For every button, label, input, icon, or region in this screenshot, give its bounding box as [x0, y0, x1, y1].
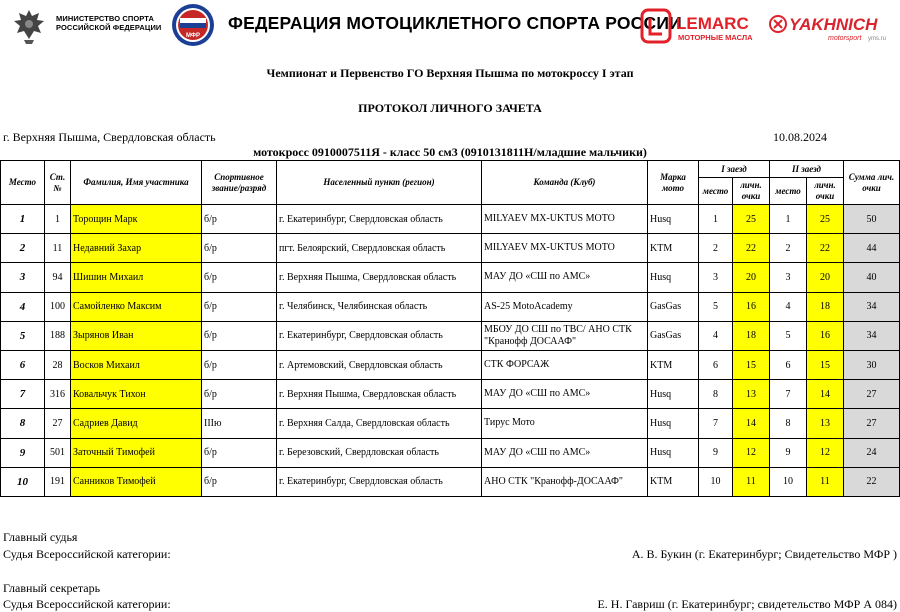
chief-secretary-category: Судья Всероссийской категории: [3, 597, 171, 611]
venue-city: г. Верхняя Пышма, Свердловская область [3, 130, 216, 144]
row-race-2-points: 12 [807, 438, 844, 467]
table-row [1, 234, 900, 263]
yakhnich-brand: YAKHNICH [789, 15, 878, 34]
chief-judge-category: Судья Всероссийской категории: [3, 547, 171, 561]
row-race-1-place: 2 [699, 234, 733, 263]
row-sum: 22 [844, 467, 900, 496]
row-city: г. Березовский, Свердловская область [277, 438, 482, 467]
row-place: 9 [1, 438, 45, 467]
row-sum: 24 [844, 438, 900, 467]
row-race-2-place: 8 [770, 409, 807, 438]
row-team: AS-25 MotoAcademy [482, 292, 648, 321]
row-name: Торощин Марк [71, 205, 202, 234]
table-row [1, 321, 900, 350]
row-moto: KTM [648, 467, 699, 496]
table-row [1, 467, 900, 496]
row-race-2-points: 20 [807, 263, 844, 292]
row-race-1-place: 9 [699, 438, 733, 467]
competition-title: Чемпионат и Первенство ГО Верхняя Пышма по мотокроссу I этап [266, 66, 634, 80]
row-race-1-points: 11 [733, 467, 770, 496]
results-table [0, 160, 900, 497]
row-sum: 34 [844, 321, 900, 350]
row-start-number: 27 [45, 409, 71, 438]
row-moto: GasGas [648, 292, 699, 321]
row-moto: Husq [648, 205, 699, 234]
ministry-name: МИНИСТЕРСТВО СПОРТА РОССИЙСКОЙ ФЕДЕРАЦИИ [56, 14, 162, 32]
row-rank: б/р [202, 321, 277, 350]
row-city: г. Верхняя Салда, Свердловская область [277, 409, 482, 438]
header-start-number: Ст. № [45, 161, 71, 205]
chief-secretary-name: Е. Н. Гавриш (г. Екатеринбург; свидетельство МФР А 084) [597, 597, 897, 611]
row-name: Садриев Давид [71, 409, 202, 438]
row-city: г. Екатеринбург, Свердловская область [277, 321, 482, 350]
row-start-number: 28 [45, 350, 71, 379]
row-place: 10 [1, 467, 45, 496]
row-moto: KTM [648, 234, 699, 263]
chief-judge-title: Главный судья [3, 530, 78, 544]
row-sum: 27 [844, 380, 900, 409]
header-rank: Спортивное звание/разряд [202, 161, 277, 205]
row-moto: Husq [648, 409, 699, 438]
header-race-1: I заезд [699, 161, 770, 178]
chief-judge-name: А. В. Букин (г. Екатеринбург; Свидетельство МФР ) [631, 547, 897, 561]
row-rank: IIIю [202, 409, 277, 438]
row-rank: б/р [202, 380, 277, 409]
federation-title: ФЕДЕРАЦИЯ МОТОЦИКЛЕТНОГО СПОРТА РОССИИ [228, 13, 682, 33]
table-row [1, 409, 900, 438]
row-place: 4 [1, 292, 45, 321]
header-race-1-points: личн. очки [733, 178, 770, 205]
row-name: Самойленко Максим [71, 292, 202, 321]
row-city: г. Екатеринбург, Свердловская область [277, 467, 482, 496]
row-team: МАУ ДО «СШ по АМС» [482, 438, 648, 467]
header-race-2-points: личн. очки [807, 178, 844, 205]
header-name: Фамилия, Имя участника [71, 161, 202, 205]
row-name: Восков Михаил [71, 350, 202, 379]
row-race-1-place: 8 [699, 380, 733, 409]
row-race-2-points: 18 [807, 292, 844, 321]
row-moto: Husq [648, 380, 699, 409]
row-place: 6 [1, 350, 45, 379]
row-city: пгт. Белоярский, Свердловская область [277, 234, 482, 263]
table-row [1, 205, 900, 234]
row-name: Заточный Тимофей [71, 438, 202, 467]
row-name: Санников Тимофей [71, 467, 202, 496]
row-start-number: 188 [45, 321, 71, 350]
row-moto: GasGas [648, 321, 699, 350]
row-race-1-points: 25 [733, 205, 770, 234]
row-race-2-place: 6 [770, 350, 807, 379]
ministry-emblem-icon [8, 4, 50, 46]
row-sum: 27 [844, 409, 900, 438]
row-team: Тирус Мото [482, 409, 648, 438]
yakhnich-subtitle: motorsport [828, 35, 862, 42]
row-place: 3 [1, 263, 45, 292]
row-race-2-points: 11 [807, 467, 844, 496]
row-city: г. Артемовский, Свердловская область [277, 350, 482, 379]
row-start-number: 100 [45, 292, 71, 321]
row-rank: б/р [202, 234, 277, 263]
row-sum: 30 [844, 350, 900, 379]
row-moto: Husq [648, 263, 699, 292]
row-start-number: 11 [45, 234, 71, 263]
row-team: MILYAEV MX-UKTUS MOTO [482, 234, 648, 263]
row-race-1-points: 20 [733, 263, 770, 292]
row-race-2-points: 16 [807, 321, 844, 350]
row-name: Ковальчук Тихон [71, 380, 202, 409]
table-row [1, 292, 900, 321]
row-race-1-place: 3 [699, 263, 733, 292]
row-race-1-place: 5 [699, 292, 733, 321]
row-team: АНО СТК "Кранофф-ДОСААФ" [482, 467, 648, 496]
row-race-2-points: 14 [807, 380, 844, 409]
row-race-2-points: 15 [807, 350, 844, 379]
class-subtitle: мотокросс 0910007511Я - класс 50 см3 (0910131811Н/младшие мальчики) [253, 145, 647, 159]
table-row [1, 263, 900, 292]
row-start-number: 316 [45, 380, 71, 409]
protocol-title: ПРОТОКОЛ ЛИЧНОГО ЗАЧЕТА [358, 101, 542, 115]
row-start-number: 501 [45, 438, 71, 467]
header-race-2-place: место [770, 178, 807, 205]
row-city: г. Верхняя Пышма, Свердловская область [277, 380, 482, 409]
row-city: г. Верхняя Пышма, Свердловская область [277, 263, 482, 292]
chief-secretary-title: Главный секретарь [3, 581, 101, 595]
row-name: Недавний Захар [71, 234, 202, 263]
header-team: Команда (Клуб) [482, 161, 648, 205]
event-date: 10.08.2024 [773, 130, 827, 144]
row-moto: Husq [648, 438, 699, 467]
table-row [1, 350, 900, 379]
row-team: MILYAEV MX-UKTUS MOTO [482, 205, 648, 234]
row-place: 8 [1, 409, 45, 438]
row-race-1-place: 10 [699, 467, 733, 496]
row-race-1-place: 1 [699, 205, 733, 234]
lemarc-brand: LEMARC [676, 14, 749, 33]
row-race-2-place: 10 [770, 467, 807, 496]
row-team: МАУ ДО «СШ по АМС» [482, 380, 648, 409]
row-race-1-points: 16 [733, 292, 770, 321]
row-name: Зырянов Иван [71, 321, 202, 350]
row-place: 7 [1, 380, 45, 409]
row-race-1-points: 15 [733, 350, 770, 379]
row-race-2-points: 22 [807, 234, 844, 263]
row-race-1-points: 22 [733, 234, 770, 263]
row-place: 2 [1, 234, 45, 263]
header-moto: Марка мото [648, 161, 699, 205]
row-race-1-points: 18 [733, 321, 770, 350]
lemarc-subtitle: МОТОРНЫЕ МАСЛА [678, 33, 753, 42]
row-city: г. Екатеринбург, Свердловская область [277, 205, 482, 234]
row-rank: б/р [202, 263, 277, 292]
row-race-1-points: 14 [733, 409, 770, 438]
header-race-2: II заезд [770, 161, 844, 178]
row-race-2-place: 1 [770, 205, 807, 234]
row-team: МАУ ДО «СШ по АМС» [482, 263, 648, 292]
header-city: Населенный пункт (регион) [277, 161, 482, 205]
row-race-1-points: 12 [733, 438, 770, 467]
page-header [0, 0, 900, 50]
row-sum: 44 [844, 234, 900, 263]
row-race-1-place: 6 [699, 350, 733, 379]
row-race-2-place: 7 [770, 380, 807, 409]
row-race-2-points: 13 [807, 409, 844, 438]
row-rank: б/р [202, 438, 277, 467]
row-race-2-place: 2 [770, 234, 807, 263]
row-sum: 50 [844, 205, 900, 234]
mfr-logo-text: МФР [185, 33, 201, 39]
row-rank: б/р [202, 205, 277, 234]
row-team: СТК ФОРСАЖ [482, 350, 648, 379]
row-race-1-points: 13 [733, 380, 770, 409]
row-place: 5 [1, 321, 45, 350]
yakhnich-url: yms.ru [868, 36, 886, 42]
row-rank: б/р [202, 467, 277, 496]
row-moto: KTM [648, 350, 699, 379]
header-sum: Сумма лич. очки [844, 161, 900, 205]
header-race-1-place: место [699, 178, 733, 205]
yakhnich-logo-icon [768, 10, 892, 44]
row-race-1-place: 7 [699, 409, 733, 438]
row-race-2-place: 4 [770, 292, 807, 321]
row-sum: 34 [844, 292, 900, 321]
row-rank: б/р [202, 292, 277, 321]
row-place: 1 [1, 205, 45, 234]
header-place: Место [1, 161, 45, 205]
table-row [1, 438, 900, 467]
row-city: г. Челябинск, Челябинская область [277, 292, 482, 321]
lemarc-logo-icon [640, 6, 760, 46]
row-race-1-place: 4 [699, 321, 733, 350]
mfr-logo-icon [171, 3, 215, 47]
table-row [1, 380, 900, 409]
row-name: Шишин Михаил [71, 263, 202, 292]
row-rank: б/р [202, 350, 277, 379]
row-start-number: 191 [45, 467, 71, 496]
row-race-2-points: 25 [807, 205, 844, 234]
row-race-2-place: 5 [770, 321, 807, 350]
row-team: МБОУ ДО СШ по ТВС/ АНО СТК "Кранофф ДОСААФ" [482, 321, 648, 350]
row-race-2-place: 3 [770, 263, 807, 292]
row-start-number: 1 [45, 205, 71, 234]
row-sum: 40 [844, 263, 900, 292]
row-race-2-place: 9 [770, 438, 807, 467]
row-start-number: 94 [45, 263, 71, 292]
